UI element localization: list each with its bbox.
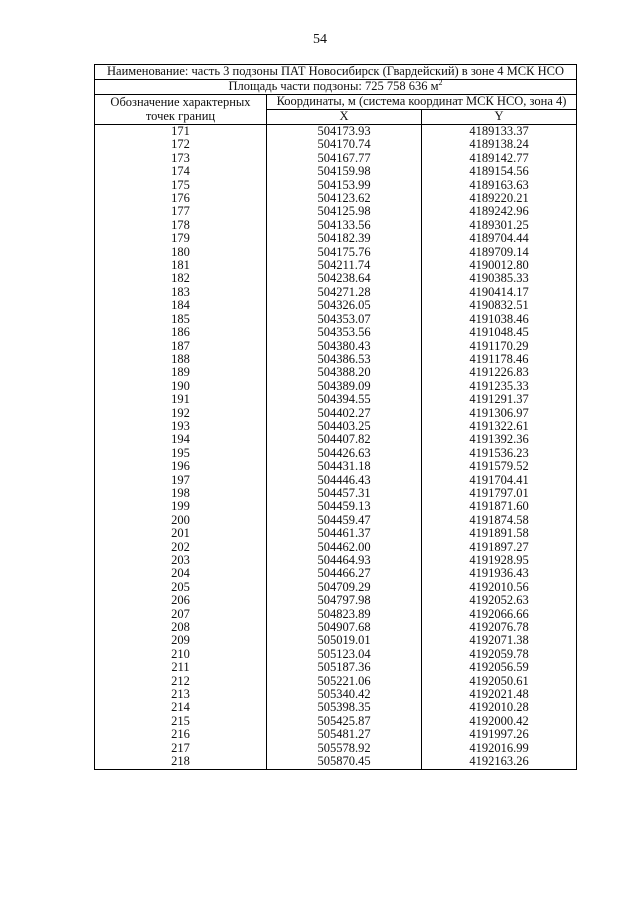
point-cell: 218 (95, 755, 267, 769)
table-row (95, 299, 577, 312)
point-cell: 172 (95, 138, 267, 151)
y-cell: 4191704.41 (422, 474, 577, 487)
point-cell: 194 (95, 433, 267, 446)
point-cell: 201 (95, 527, 267, 540)
coordinates-table (94, 64, 577, 770)
x-cell: 504175.76 (267, 246, 422, 259)
table-row (95, 219, 577, 232)
point-cell: 188 (95, 353, 267, 366)
x-cell: 505425.87 (267, 715, 422, 728)
table-row (95, 675, 577, 688)
x-cell: 504123.62 (267, 192, 422, 205)
y-cell: 4190385.33 (422, 272, 577, 285)
x-cell: 504907.68 (267, 621, 422, 634)
point-cell: 177 (95, 205, 267, 218)
x-cell: 504386.53 (267, 353, 422, 366)
y-cell: 4191579.52 (422, 460, 577, 473)
x-cell: 505870.45 (267, 755, 422, 769)
table-row (95, 380, 577, 393)
y-cell: 4191874.58 (422, 514, 577, 527)
table-row (95, 433, 577, 446)
y-cell: 4189142.77 (422, 152, 577, 165)
x-cell: 504797.98 (267, 594, 422, 607)
y-cell: 4191897.27 (422, 541, 577, 554)
table-row (95, 728, 577, 741)
table-row (95, 420, 577, 433)
y-cell: 4192010.56 (422, 581, 577, 594)
table-row (95, 688, 577, 701)
x-cell: 505019.01 (267, 634, 422, 647)
point-cell: 193 (95, 420, 267, 433)
table-row (95, 407, 577, 420)
point-cell: 173 (95, 152, 267, 165)
x-cell: 504402.27 (267, 407, 422, 420)
table-row (95, 366, 577, 379)
point-cell: 214 (95, 701, 267, 714)
point-cell: 192 (95, 407, 267, 420)
y-cell: 4192050.61 (422, 675, 577, 688)
point-cell: 205 (95, 581, 267, 594)
point-cell: 203 (95, 554, 267, 567)
y-cell: 4191178.46 (422, 353, 577, 366)
x-cell: 504170.74 (267, 138, 422, 151)
y-cell: 4189709.14 (422, 246, 577, 259)
y-cell: 4189163.63 (422, 179, 577, 192)
table-row (95, 272, 577, 285)
point-cell: 191 (95, 393, 267, 406)
x-cell: 505221.06 (267, 675, 422, 688)
table-row (95, 648, 577, 661)
point-cell: 197 (95, 474, 267, 487)
point-cell: 207 (95, 608, 267, 621)
table-row (95, 125, 577, 139)
zone-area (95, 80, 577, 95)
table-row (95, 514, 577, 527)
x-cell: 505398.35 (267, 701, 422, 714)
x-cell: 504133.56 (267, 219, 422, 232)
y-cell: 4191306.97 (422, 407, 577, 420)
x-cell: 504271.28 (267, 286, 422, 299)
y-cell: 4191392.36 (422, 433, 577, 446)
point-cell: 181 (95, 259, 267, 272)
x-cell: 505481.27 (267, 728, 422, 741)
x-cell: 505187.36 (267, 661, 422, 674)
point-cell: 211 (95, 661, 267, 674)
x-cell: 504211.74 (267, 259, 422, 272)
x-cell: 504389.09 (267, 380, 422, 393)
y-cell: 4191322.61 (422, 420, 577, 433)
point-cell: 185 (95, 313, 267, 326)
x-cell: 504167.77 (267, 152, 422, 165)
y-cell: 4190414.17 (422, 286, 577, 299)
table-row (95, 527, 577, 540)
y-cell: 4192052.63 (422, 594, 577, 607)
table-row (95, 326, 577, 339)
y-cell: 4191891.58 (422, 527, 577, 540)
x-cell: 504353.07 (267, 313, 422, 326)
x-cell: 504462.00 (267, 541, 422, 554)
point-cell: 213 (95, 688, 267, 701)
x-cell: 504388.20 (267, 366, 422, 379)
zone-area-unit-exponent: 2 (438, 78, 443, 88)
table-row (95, 259, 577, 272)
area-row (95, 80, 577, 95)
point-cell: 182 (95, 272, 267, 285)
point-cell: 199 (95, 500, 267, 513)
table-row (95, 353, 577, 366)
table-row (95, 179, 577, 192)
x-cell: 504464.93 (267, 554, 422, 567)
y-cell: 4189220.21 (422, 192, 577, 205)
table-row (95, 567, 577, 580)
column-header-x: X (267, 110, 422, 125)
point-cell: 178 (95, 219, 267, 232)
y-cell: 4190012.80 (422, 259, 577, 272)
point-cell: 187 (95, 340, 267, 353)
table-row (95, 474, 577, 487)
point-cell: 183 (95, 286, 267, 299)
y-cell: 4192021.48 (422, 688, 577, 701)
table-row (95, 447, 577, 460)
table-row (95, 165, 577, 178)
point-cell: 215 (95, 715, 267, 728)
point-cell: 184 (95, 299, 267, 312)
point-cell: 200 (95, 514, 267, 527)
y-cell: 4191170.29 (422, 340, 577, 353)
point-cell: 198 (95, 487, 267, 500)
table-row (95, 313, 577, 326)
point-cell: 195 (95, 447, 267, 460)
point-cell: 174 (95, 165, 267, 178)
x-cell: 504709.29 (267, 581, 422, 594)
x-cell: 504380.43 (267, 340, 422, 353)
table-row (95, 715, 577, 728)
point-cell: 202 (95, 541, 267, 554)
table-row (95, 742, 577, 755)
x-cell: 504407.82 (267, 433, 422, 446)
table-row (95, 621, 577, 634)
y-cell: 4191235.33 (422, 380, 577, 393)
table-row (95, 661, 577, 674)
x-cell: 504173.93 (267, 125, 422, 139)
point-cell: 210 (95, 648, 267, 661)
point-cell: 216 (95, 728, 267, 741)
y-cell: 4189242.96 (422, 205, 577, 218)
table-row (95, 755, 577, 769)
table-row (95, 487, 577, 500)
column-header-row (95, 95, 577, 110)
column-header-point (95, 95, 267, 125)
x-cell: 505340.42 (267, 688, 422, 701)
table-row (95, 152, 577, 165)
x-cell: 504457.31 (267, 487, 422, 500)
y-cell: 4192056.59 (422, 661, 577, 674)
table-row (95, 246, 577, 259)
table-row (95, 701, 577, 714)
point-cell: 186 (95, 326, 267, 339)
point-cell: 176 (95, 192, 267, 205)
y-cell: 4192071.38 (422, 634, 577, 647)
point-cell: 180 (95, 246, 267, 259)
x-cell: 504153.99 (267, 179, 422, 192)
y-cell: 4189138.24 (422, 138, 577, 151)
y-cell: 4192016.99 (422, 742, 577, 755)
y-cell: 4191936.43 (422, 567, 577, 580)
x-cell: 504403.25 (267, 420, 422, 433)
point-cell: 179 (95, 232, 267, 245)
point-cell: 189 (95, 366, 267, 379)
point-cell: 196 (95, 460, 267, 473)
point-cell: 206 (95, 594, 267, 607)
x-cell: 504426.63 (267, 447, 422, 460)
y-cell: 4189704.44 (422, 232, 577, 245)
point-cell: 171 (95, 125, 267, 139)
x-cell: 504823.89 (267, 608, 422, 621)
column-header-point-line2: точек границ (145, 108, 216, 123)
x-cell: 504446.43 (267, 474, 422, 487)
page-number: 54 (313, 32, 327, 47)
y-cell: 4192066.66 (422, 608, 577, 621)
table-row (95, 594, 577, 607)
x-cell: 505123.04 (267, 648, 422, 661)
x-cell: 504459.13 (267, 500, 422, 513)
x-cell: 504326.05 (267, 299, 422, 312)
table-row (95, 634, 577, 647)
y-cell: 4189154.56 (422, 165, 577, 178)
y-cell: 4191997.26 (422, 728, 577, 741)
table-row (95, 500, 577, 513)
point-cell: 204 (95, 567, 267, 580)
x-cell: 504394.55 (267, 393, 422, 406)
point-cell: 217 (95, 742, 267, 755)
y-cell: 4191871.60 (422, 500, 577, 513)
table-row (95, 581, 577, 594)
x-cell: 504159.98 (267, 165, 422, 178)
y-cell: 4192059.78 (422, 648, 577, 661)
y-cell: 4192076.78 (422, 621, 577, 634)
column-header-y: Y (422, 110, 577, 125)
y-cell: 4192000.42 (422, 715, 577, 728)
x-cell: 504125.98 (267, 205, 422, 218)
x-cell: 504461.37 (267, 527, 422, 540)
point-cell: 208 (95, 621, 267, 634)
y-cell: 4191291.37 (422, 393, 577, 406)
y-cell: 4189133.37 (422, 125, 577, 139)
table-row (95, 192, 577, 205)
column-header-coordinates: Координаты, м (система координат МСК НСО, зона 4) (267, 95, 577, 110)
x-cell: 504431.18 (267, 460, 422, 473)
point-cell: 190 (95, 380, 267, 393)
table-row (95, 232, 577, 245)
y-cell: 4192010.28 (422, 701, 577, 714)
table-row (95, 460, 577, 473)
table-row (95, 138, 577, 151)
y-cell: 4191226.83 (422, 366, 577, 379)
table-row (95, 608, 577, 621)
y-cell: 4189301.25 (422, 219, 577, 232)
point-cell: 212 (95, 675, 267, 688)
table-row (95, 205, 577, 218)
x-cell: 504353.56 (267, 326, 422, 339)
x-cell: 505578.92 (267, 742, 422, 755)
zone-area-text: Площадь части подзоны: 725 758 636 м (228, 79, 439, 94)
table-row (95, 286, 577, 299)
y-cell: 4191928.95 (422, 554, 577, 567)
y-cell: 4191038.46 (422, 313, 577, 326)
table-title-row (95, 65, 577, 80)
x-cell: 504182.39 (267, 232, 422, 245)
y-cell: 4191797.01 (422, 487, 577, 500)
y-cell: 4190832.51 (422, 299, 577, 312)
table-row (95, 340, 577, 353)
table-row (95, 541, 577, 554)
column-header-point-line1: Обозначение характерных (110, 95, 251, 110)
x-cell: 504459.47 (267, 514, 422, 527)
zone-name: Наименование: часть 3 подзоны ПАТ Новосибирск (Гвардейский) в зоне 4 МСК НСО (95, 65, 577, 80)
y-cell: 4191536.23 (422, 447, 577, 460)
y-cell: 4192163.26 (422, 755, 577, 769)
point-cell: 209 (95, 634, 267, 647)
x-cell: 504466.27 (267, 567, 422, 580)
x-cell: 504238.64 (267, 272, 422, 285)
point-cell: 175 (95, 179, 267, 192)
y-cell: 4191048.45 (422, 326, 577, 339)
table-row (95, 554, 577, 567)
table-row (95, 393, 577, 406)
